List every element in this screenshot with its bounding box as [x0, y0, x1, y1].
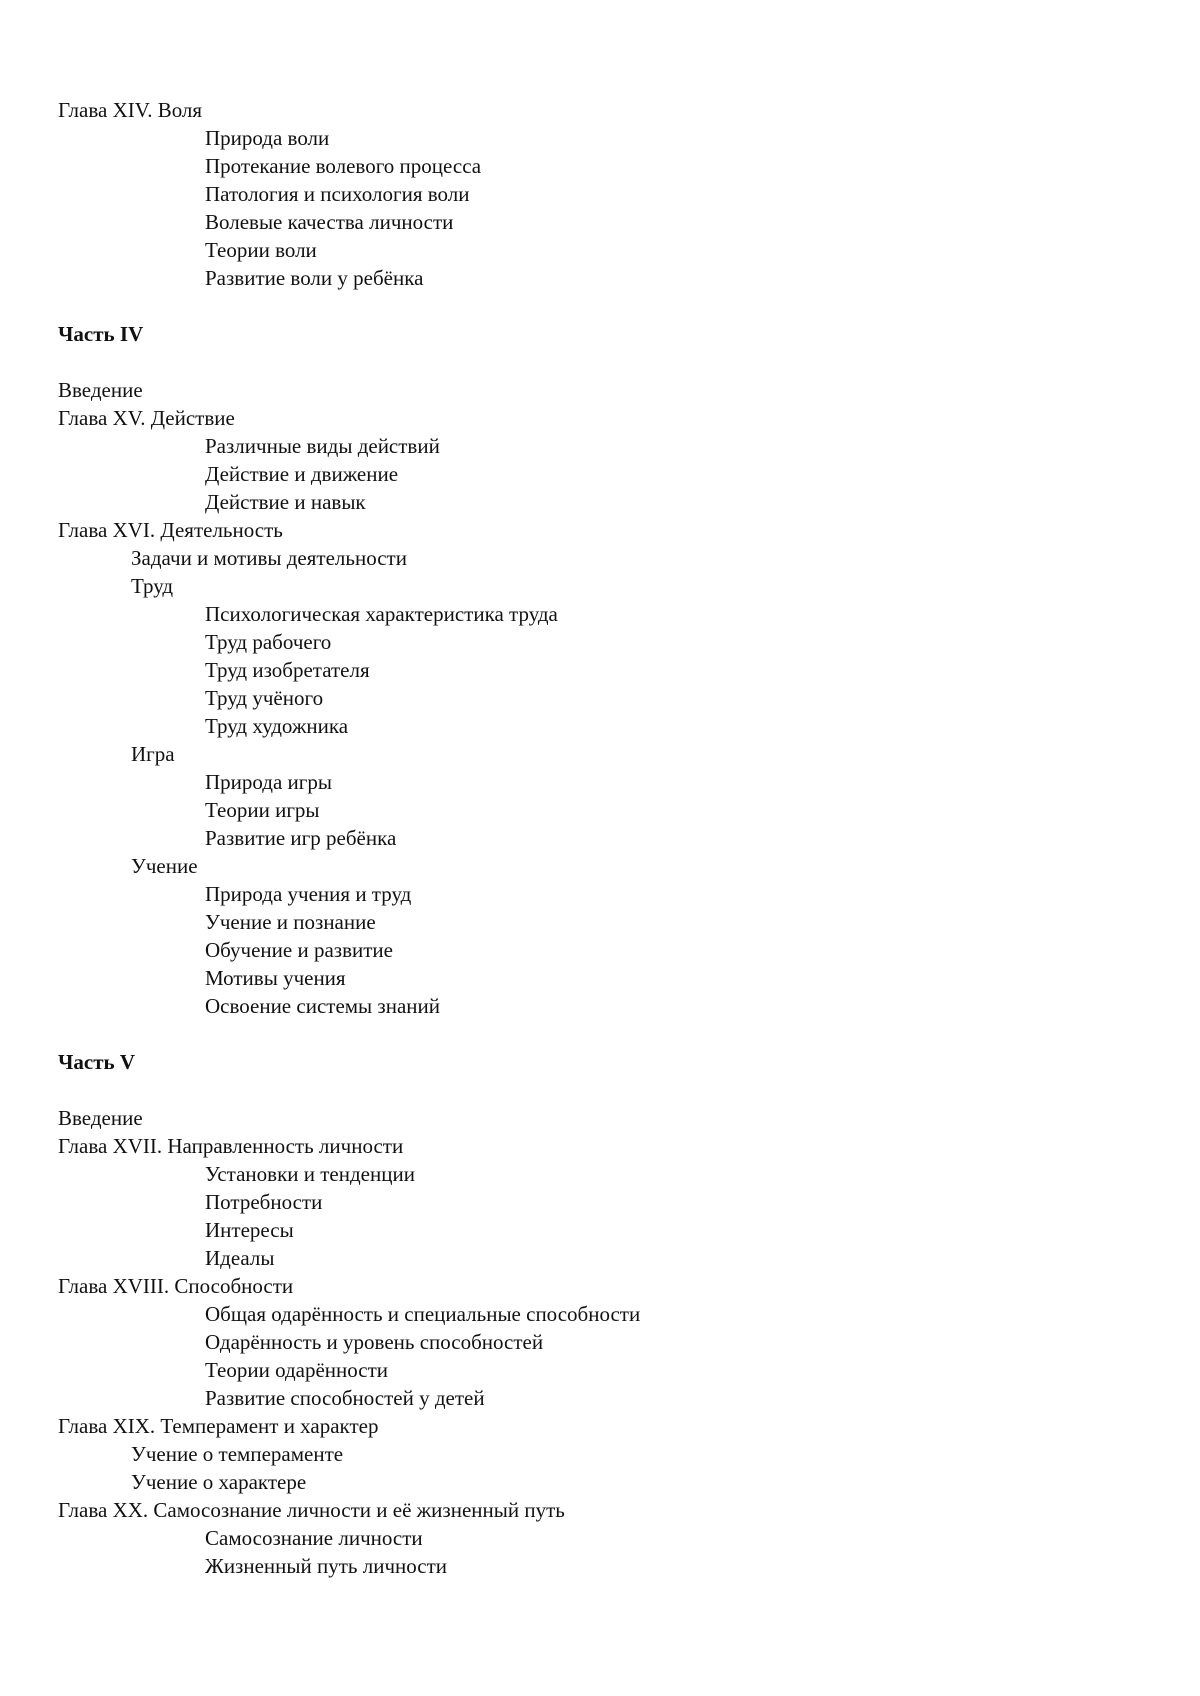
section-entry: Труд — [131, 574, 174, 598]
section-entry: Учение о характере — [131, 1470, 307, 1494]
subsection-entry: Теории воли — [205, 238, 317, 262]
blank-line — [0, 348, 1200, 376]
subsection-entry: Природа учения и труд — [205, 882, 412, 906]
chapter-heading: Введение — [58, 1106, 143, 1130]
subsection-entry: Природа игры — [205, 770, 333, 794]
subsection-entry: Общая одарённость и специальные способности — [205, 1302, 641, 1326]
section-entry: Игра — [131, 742, 175, 766]
subsection-entry: Психологическая характеристика труда — [205, 602, 558, 626]
subsection-entry: Патология и психология воли — [205, 182, 470, 206]
chapter-heading: Глава XV. Действие — [58, 406, 235, 430]
subsection-entry: Одарённость и уровень способностей — [205, 1330, 544, 1354]
subsection-entry: Самосознание личности — [205, 1526, 423, 1550]
section-entry: Учение — [131, 854, 198, 878]
section-entry: Задачи и мотивы деятельности — [131, 546, 407, 570]
section-entry: Учение о темпераменте — [131, 1442, 344, 1466]
chapter-heading: Глава XIV. Воля — [58, 98, 203, 122]
blank-line — [0, 1076, 1200, 1104]
subsection-entry: Жизненный путь личности — [205, 1554, 448, 1578]
subsection-entry: Интересы — [205, 1218, 294, 1242]
subsection-entry: Труд рабочего — [205, 630, 332, 654]
subsection-entry: Теории одарённости — [205, 1358, 389, 1382]
blank-line — [0, 1020, 1200, 1048]
subsection-entry: Волевые качества личности — [205, 210, 454, 234]
subsection-entry: Действие и навык — [205, 490, 366, 514]
subsection-entry: Труд учёного — [205, 686, 324, 710]
subsection-entry: Учение и познание — [205, 910, 376, 934]
subsection-entry: Освоение системы знаний — [205, 994, 440, 1018]
subsection-entry: Развитие игр ребёнка — [205, 826, 397, 850]
subsection-entry: Мотивы учения — [205, 966, 346, 990]
subsection-entry: Различные виды действий — [205, 434, 440, 458]
subsection-entry: Установки и тенденции — [205, 1162, 415, 1186]
subsection-entry: Потребности — [205, 1190, 323, 1214]
subsection-entry: Протекание волевого процесса — [205, 154, 482, 178]
table-of-contents — [0, 96, 1200, 1580]
subsection-entry: Труд изобретателя — [205, 658, 370, 682]
chapter-heading: Введение — [58, 378, 143, 402]
blank-line — [0, 292, 1200, 320]
subsection-entry: Природа воли — [205, 126, 330, 150]
chapter-heading: Глава XVI. Деятельность — [58, 518, 283, 542]
chapter-heading: Глава XIX. Темперамент и характер — [58, 1414, 379, 1438]
subsection-entry: Развитие способностей у детей — [205, 1386, 485, 1410]
chapter-heading: Глава XVIII. Способности — [58, 1274, 294, 1298]
subsection-entry: Теории игры — [205, 798, 320, 822]
subsection-entry: Обучение и развитие — [205, 938, 393, 962]
part-heading: Часть V — [58, 1050, 136, 1074]
subsection-entry: Идеалы — [205, 1246, 275, 1270]
part-heading: Часть IV — [58, 322, 144, 346]
subsection-entry: Труд художника — [205, 714, 349, 738]
chapter-heading: Глава XVII. Направленность личности — [58, 1134, 404, 1158]
subsection-entry: Развитие воли у ребёнка — [205, 266, 424, 290]
subsection-entry: Действие и движение — [205, 462, 399, 486]
chapter-heading: Глава XX. Самосознание личности и её жизненный путь — [58, 1498, 565, 1522]
